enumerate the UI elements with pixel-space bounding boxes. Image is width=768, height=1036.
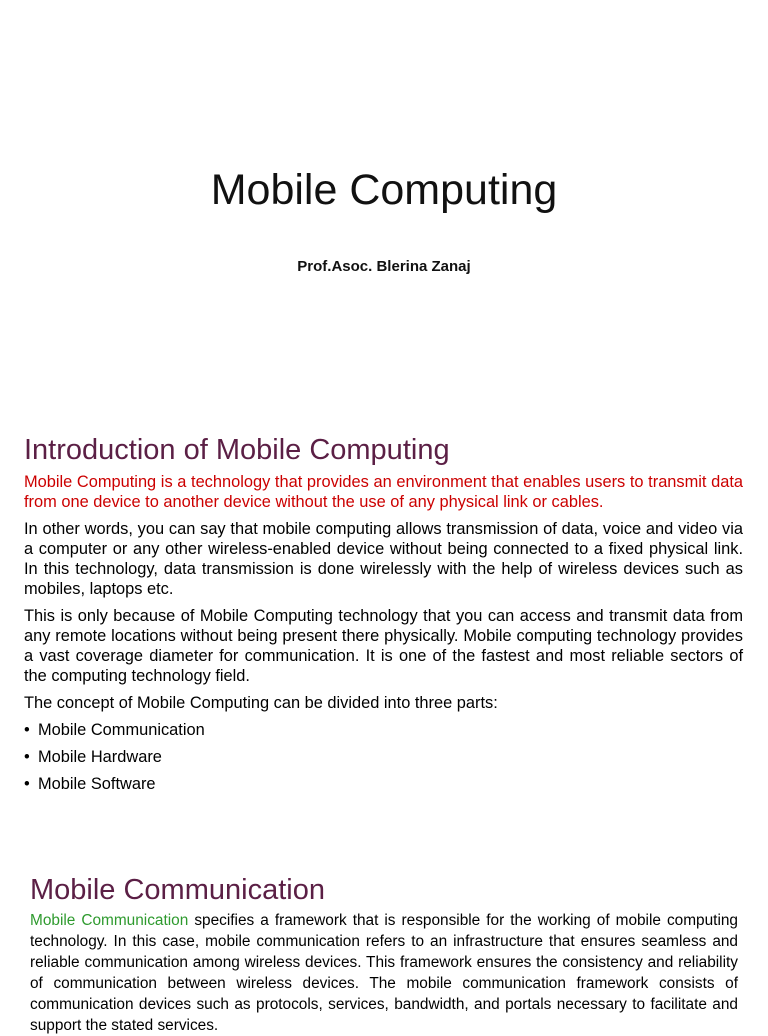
highlighted-term: Mobile Communication [30, 912, 189, 929]
list-item [24, 774, 743, 794]
title-slide [0, 0, 768, 400]
mobile-communication-body [30, 910, 738, 1036]
list-item-label: Mobile Software [38, 775, 156, 793]
introduction-heading: Introduction of Mobile Computing [24, 434, 450, 466]
mobile-communication-heading: Mobile Communication [30, 874, 325, 906]
author-name: Prof.Asoc. Blerina Zanaj [297, 258, 471, 275]
body-text: specifies a framework that is responsible for the working of mobile computing technology. In this case, mobile communication refers to an infrastructure that ensures seamless and reliable communication among wireless devices. This framework ensures the consistency and reliability of communication between wireless devices. The mobile communication framework consists of communication devices such as protocols, services, bandwidth, and portals necessary to facilitate and support the stated services. [30, 912, 738, 1034]
definition-paragraph: Mobile Computing is a technology that provides an environment that enables users to transmit data from one device to another device without the use of any physical link or cables. [24, 473, 743, 511]
paragraph-three-parts: The concept of Mobile Computing can be divided into three parts: [24, 694, 498, 712]
paragraph-remote-access: This is only because of Mobile Computing technology that you can access and transmit data from any remote locations without being present there physically. Mobile computing technology provides a vast coverage diameter for communication. It is one of the fastest and most reliable sectors of the computing technology field. [24, 607, 743, 685]
introduction-body [24, 472, 743, 801]
list-item-label: Mobile Communication [38, 721, 205, 739]
bullet-icon: • [24, 775, 30, 793]
presentation-title: Mobile Computing [210, 166, 558, 214]
mobile-communication-slide [0, 870, 768, 1034]
bullet-icon: • [24, 748, 30, 766]
parts-list [24, 720, 743, 794]
introduction-slide [0, 430, 768, 850]
paragraph-other-words: In other words, you can say that mobile computing allows transmission of data, voice and video via a computer or any other wireless-enabled device without being connected to a fixed physical link. In this technology, data transmission is done wirelessly with the help of wireless devices such as mobiles, laptops etc. [24, 520, 743, 598]
list-item-label: Mobile Hardware [38, 748, 162, 766]
list-item [24, 747, 743, 767]
bullet-icon: • [24, 721, 30, 739]
list-item [24, 720, 743, 740]
